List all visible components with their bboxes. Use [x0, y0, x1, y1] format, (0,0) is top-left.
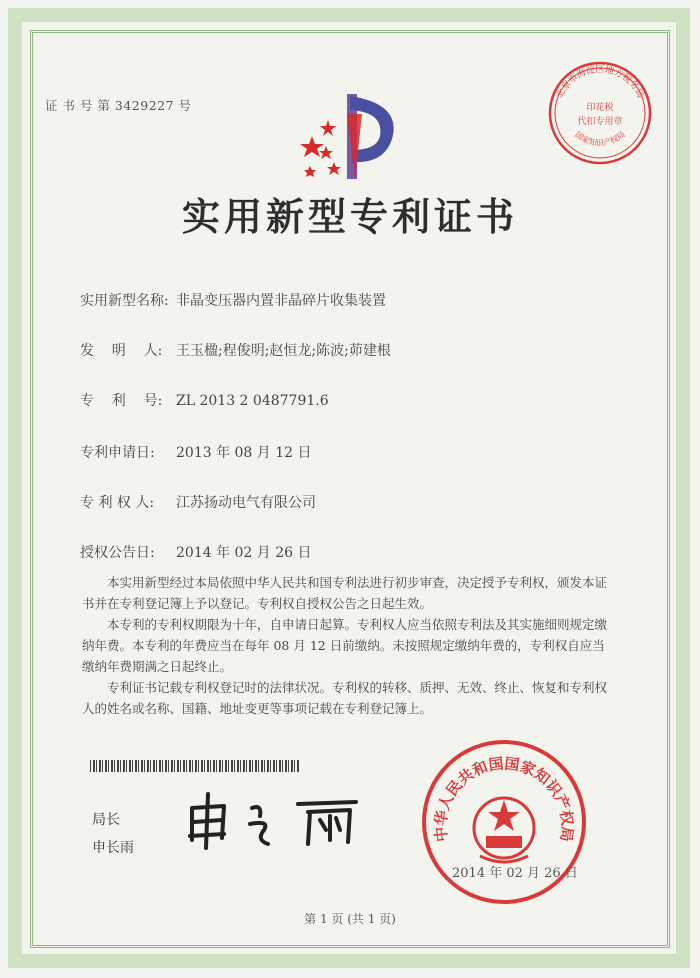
tax-stamp-bottom-text: 国家知识产权局 — [573, 129, 627, 148]
field-label: 发 明 人: — [80, 343, 163, 359]
signatory-block — [92, 806, 134, 862]
field-value: 2014 年 02 月 26 日 — [176, 545, 312, 561]
tax-stamp-line1: 印花税 — [586, 103, 614, 113]
signatory-name: 申长雨 — [92, 840, 134, 856]
field-label: 授权公告日: — [80, 545, 155, 561]
barcode — [90, 760, 300, 772]
field-inventors — [80, 340, 391, 360]
field-label: 专 利 权 人: — [80, 495, 155, 511]
seal-arc-text: 中华人民共和国国家知识产权局 — [431, 754, 577, 843]
field-label: 专利申请日: — [80, 445, 155, 461]
body-paragraph-2: 本专利的专利权期限为十年，自申请日起算。专利权人应当依照专利法及其实施细则规定缴纳年费。本专利的年费应当在每年 08 月 12 日前缴纳。未按照规定缴纳年费的，专利权自应当缴纳年费期满之日起终止。 — [82, 617, 608, 674]
seal-date: 2014 年 02 月 26 日 — [452, 866, 578, 881]
field-utility-model-name — [80, 290, 386, 310]
field-patentee — [80, 492, 316, 512]
certificate-title: 实用新型专利证书 — [181, 194, 518, 239]
tax-stamp-seal — [545, 58, 655, 168]
field-label: 专 利 号: — [80, 393, 163, 409]
body-paragraph-3: 专利证书记载专利权登记时的法律状况。专利权的转移、质押、无效、终止、恢复和专利权人的姓名或名称、国籍、地址变更等事项记载在专利登记簿上。 — [82, 680, 608, 716]
page-footer: 第 1 页 (共 1 页) — [304, 912, 396, 926]
field-value: 王玉楹;程俊明;赵恒龙;陈波;茆建根 — [176, 343, 391, 359]
signatory-title: 局长 — [92, 812, 120, 828]
field-value: 2013 年 08 月 12 日 — [176, 445, 312, 461]
handwritten-signature — [180, 790, 380, 850]
field-value: ZL 2013 2 0487791.6 — [176, 393, 329, 409]
field-value: 非晶变压器内置非晶碎片收集装置 — [176, 293, 386, 309]
tax-stamp-line2: 代扣专用章 — [577, 117, 623, 127]
certificate-number: 证 书 号 第 3429227 号 — [45, 98, 192, 113]
body-paragraph-1: 本实用新型经过本局依照中华人民共和国专利法进行初步审查，决定授予专利权，颁发本证书并在专利登记簿上予以登记。专利权自授权公告之日起生效。 — [82, 575, 608, 611]
patent-office-logo-icon — [292, 84, 412, 184]
field-grant-date — [80, 542, 312, 562]
svg-text:国家知识产权局 — [573, 130, 626, 148]
field-application-date — [80, 442, 312, 462]
field-value: 江苏扬动电气有限公司 — [176, 495, 316, 511]
svg-text:北京市海淀区地方税务局 — [553, 63, 645, 100]
tax-stamp-arc-text: 北京市海淀区地方税务局 — [555, 65, 645, 100]
field-label: 实用新型名称: — [80, 293, 169, 309]
field-patent-number — [80, 390, 329, 410]
